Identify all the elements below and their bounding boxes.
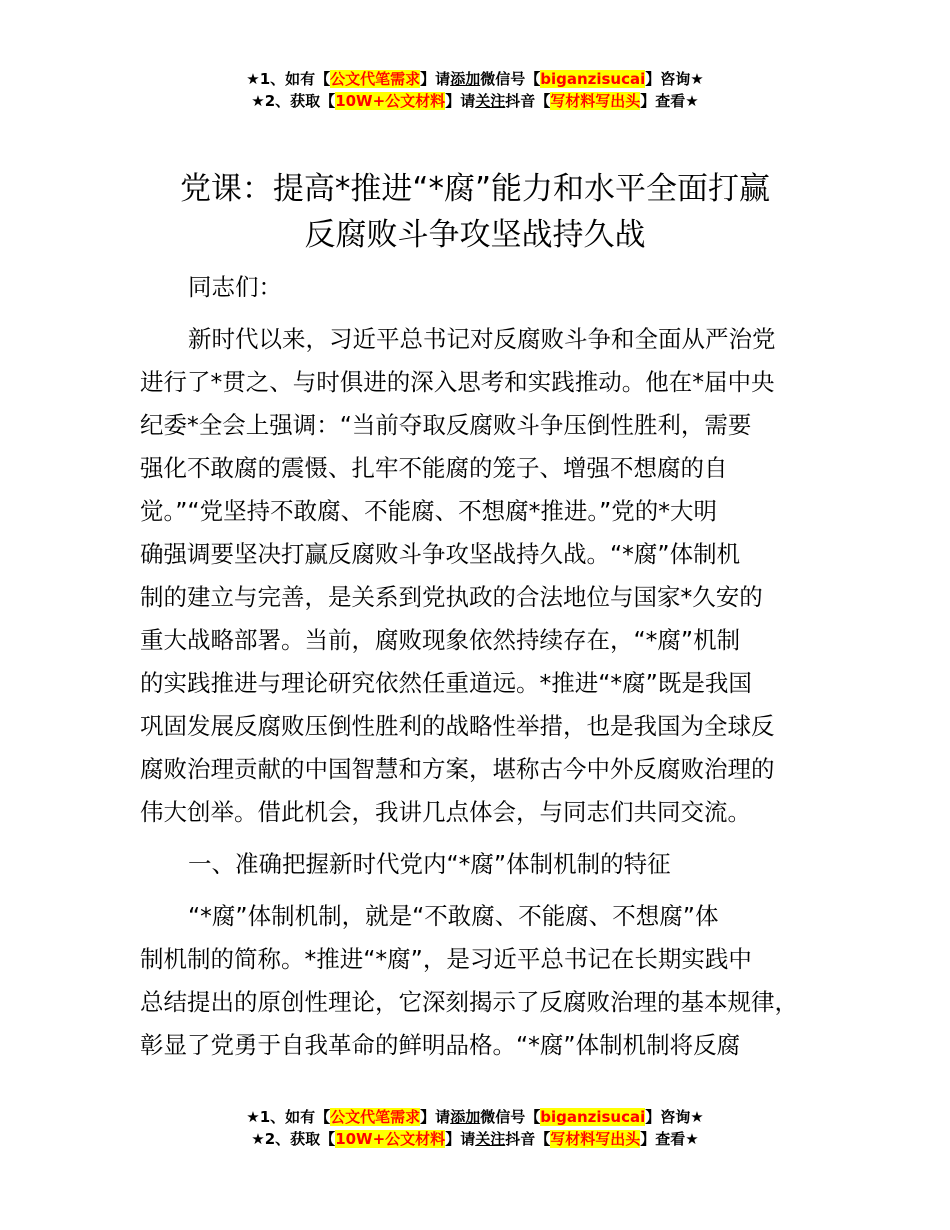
banner-text: 】请 bbox=[445, 92, 476, 110]
document-body bbox=[140, 266, 830, 1067]
banner-text: 】请 bbox=[420, 1108, 451, 1126]
paragraph-line: 伟大创举。借此机会，我讲几点体会，与同志们共同交流。 bbox=[140, 798, 751, 826]
paragraph-line: 的实践推进与理论研究依然任重道远。*推进“*腐”既是我国 bbox=[140, 669, 752, 697]
paragraph-line: 总结提出的原创性理论，它深刻揭示了反腐败治理的基本规律， bbox=[140, 988, 798, 1016]
banner-highlight-materials: 10W+公文材料 bbox=[335, 92, 446, 110]
paragraph-line: 强化不敢腐的震慑、扎牢不能腐的笼子、增强不想腐的自 bbox=[140, 454, 728, 482]
banner-highlight-wechat-id: biganzisucai bbox=[540, 70, 646, 88]
paragraph-2 bbox=[140, 895, 830, 1067]
banner-text: 抖音【 bbox=[505, 92, 551, 110]
banner-text: ★1、如有【 bbox=[246, 1108, 331, 1126]
banner-line-1 bbox=[0, 68, 950, 90]
paragraph-line: 制的建立与完善，是关系到党执政的合法地位与国家*久安的 bbox=[140, 583, 763, 611]
document-title bbox=[120, 166, 830, 258]
banner-text: 微信号【 bbox=[480, 70, 541, 88]
paragraph-line: 制机制的简称。*推进“*腐”，是习近平总书记在长期实践中 bbox=[140, 945, 752, 973]
banner-line-2 bbox=[0, 90, 950, 112]
banner-highlight-douyin: 写材料写出头 bbox=[550, 1130, 641, 1148]
banner-text: 】查看★ bbox=[640, 92, 699, 110]
banner-text: ★1、如有【 bbox=[246, 70, 331, 88]
top-banner bbox=[0, 68, 950, 112]
paragraph-line: 进行了*贯之、与时俱进的深入思考和实践推动。他在*届中央 bbox=[140, 368, 775, 396]
banner-underline-follow: 关注 bbox=[475, 92, 506, 110]
banner-text: 】请 bbox=[445, 1130, 476, 1148]
paragraph-1 bbox=[140, 318, 830, 834]
title-line-2: 反腐败斗争攻坚战持久战 bbox=[304, 217, 646, 253]
paragraph-line: 巩固发展反腐败压倒性胜利的战略性举措，也是我国为全球反 bbox=[140, 712, 775, 740]
section-heading-1: 一、准确把握新时代党内“*腐”体制机制的特征 bbox=[188, 850, 671, 878]
banner-underline-follow: 关注 bbox=[475, 1130, 506, 1148]
paragraph-line: 腐败治理贡献的中国智慧和方案，堪称古今中外反腐败治理的 bbox=[140, 755, 775, 783]
paragraph-line: 纪委*全会上强调：“当前夺取反腐败斗争压倒性胜利，需要 bbox=[140, 411, 752, 439]
paragraph-line: “*腐”体制机制，就是“不敢腐、不能腐、不想腐”体 bbox=[188, 902, 719, 930]
banner-line-1 bbox=[0, 1106, 950, 1128]
paragraph-line: 新时代以来，习近平总书记对反腐败斗争和全面从严治党 bbox=[188, 325, 776, 353]
banner-text: ★2、获取【 bbox=[251, 92, 336, 110]
title-line-1: 党课：提高*推进“*腐”能力和水平全面打赢 bbox=[179, 171, 771, 207]
banner-highlight-service: 公文代笔需求 bbox=[330, 70, 421, 88]
banner-highlight-douyin: 写材料写出头 bbox=[550, 92, 641, 110]
paragraph-line: 彰显了党勇于自我革命的鲜明品格。“*腐”体制机制将反腐 bbox=[140, 1031, 741, 1059]
paragraph-line: 确强调要坚决打赢反腐败斗争攻坚战持久战。“*腐”体制机 bbox=[140, 540, 741, 568]
banner-highlight-service: 公文代笔需求 bbox=[330, 1108, 421, 1126]
banner-text: 】请 bbox=[420, 70, 451, 88]
banner-underline-add: 添加 bbox=[450, 1108, 481, 1126]
banner-highlight-materials: 10W+公文材料 bbox=[335, 1130, 446, 1148]
paragraph-line: 觉。”“党坚持不敢腐、不能腐、不想腐*推进。”党的*大明 bbox=[140, 497, 718, 525]
banner-text: 抖音【 bbox=[505, 1130, 551, 1148]
banner-text: 】咨询★ bbox=[645, 1108, 704, 1126]
paragraph-line: 重大战略部署。当前，腐败现象依然持续存在，“*腐”机制 bbox=[140, 626, 741, 654]
banner-text: 】查看★ bbox=[640, 1130, 699, 1148]
salutation: 同志们： bbox=[188, 273, 282, 301]
bottom-banner bbox=[0, 1106, 950, 1150]
banner-text: 微信号【 bbox=[480, 1108, 541, 1126]
banner-highlight-wechat-id: biganzisucai bbox=[540, 1108, 646, 1126]
banner-text: ★2、获取【 bbox=[251, 1130, 336, 1148]
banner-text: 】咨询★ bbox=[645, 70, 704, 88]
banner-line-2 bbox=[0, 1128, 950, 1150]
banner-underline-add: 添加 bbox=[450, 70, 481, 88]
